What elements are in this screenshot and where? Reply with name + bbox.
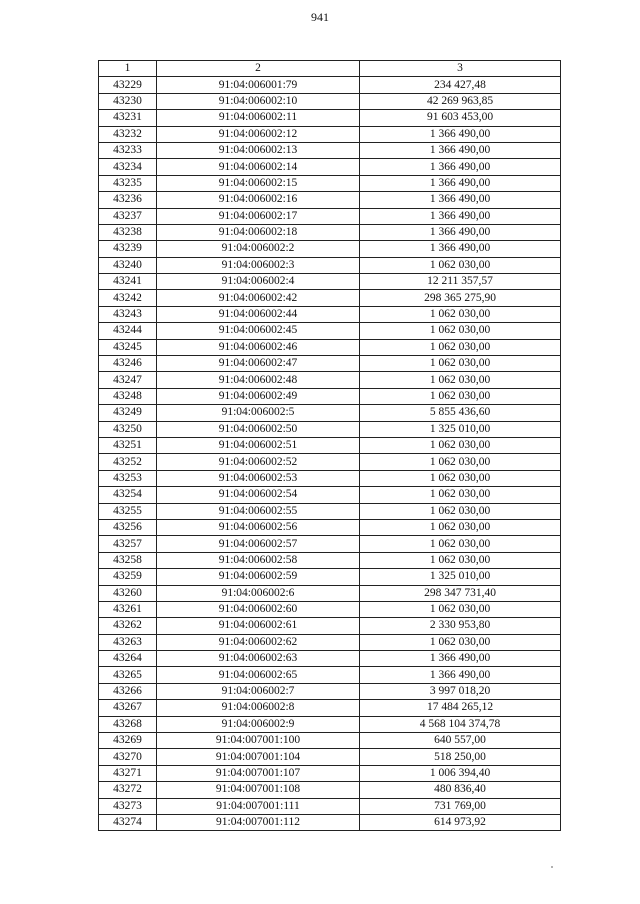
- cadastral-number-cell: 91:04:006002:54: [157, 487, 360, 503]
- row-number-cell: 43264: [99, 651, 157, 667]
- value-cell: 17 484 265,12: [360, 700, 561, 716]
- cadastral-number-cell: 91:04:006002:49: [157, 388, 360, 404]
- value-cell: 1 366 490,00: [360, 142, 561, 158]
- row-number-cell: 43234: [99, 159, 157, 175]
- value-cell: 480 836,40: [360, 782, 561, 798]
- cadastral-number-cell: 91:04:006002:44: [157, 306, 360, 322]
- row-number-cell: 43251: [99, 437, 157, 453]
- value-cell: 5 855 436,60: [360, 405, 561, 421]
- table-row: [99, 814, 561, 830]
- cadastral-number-cell: 91:04:006002:50: [157, 421, 360, 437]
- table-row: [99, 782, 561, 798]
- value-cell: 1 062 030,00: [360, 372, 561, 388]
- cadastral-number-cell: 91:04:006002:13: [157, 142, 360, 158]
- cadastral-number-cell: 91:04:007001:104: [157, 749, 360, 765]
- table-row: [99, 470, 561, 486]
- table-row: [99, 749, 561, 765]
- row-number-cell: 43241: [99, 274, 157, 290]
- row-number-cell: 43257: [99, 536, 157, 552]
- table-row: [99, 634, 561, 650]
- row-number-cell: 43262: [99, 618, 157, 634]
- table-row: [99, 519, 561, 535]
- table-row: [99, 192, 561, 208]
- value-cell: 1 062 030,00: [360, 536, 561, 552]
- value-cell: 1 062 030,00: [360, 323, 561, 339]
- row-number-cell: 43235: [99, 175, 157, 191]
- cadastral-number-cell: 91:04:007001:112: [157, 814, 360, 830]
- value-cell: 1 062 030,00: [360, 487, 561, 503]
- row-number-cell: 43249: [99, 405, 157, 421]
- value-cell: 1 062 030,00: [360, 437, 561, 453]
- row-number-cell: 43261: [99, 601, 157, 617]
- row-number-cell: 43250: [99, 421, 157, 437]
- table-header: [99, 61, 561, 77]
- row-number-cell: 43244: [99, 323, 157, 339]
- cadastral-number-cell: 91:04:006002:46: [157, 339, 360, 355]
- table-row: [99, 274, 561, 290]
- cadastral-number-cell: 91:04:006002:53: [157, 470, 360, 486]
- value-cell: 42 269 963,85: [360, 93, 561, 109]
- value-cell: 12 211 357,57: [360, 274, 561, 290]
- row-number-cell: 43255: [99, 503, 157, 519]
- value-cell: 614 973,92: [360, 814, 561, 830]
- table-row: [99, 601, 561, 617]
- value-cell: 1 062 030,00: [360, 339, 561, 355]
- row-number-cell: 43253: [99, 470, 157, 486]
- cadastral-number-cell: 91:04:006002:58: [157, 552, 360, 568]
- header-col-3: 3: [360, 61, 561, 77]
- table-row: [99, 765, 561, 781]
- page-number: 941: [311, 10, 329, 24]
- row-number-cell: 43233: [99, 142, 157, 158]
- value-cell: 1 366 490,00: [360, 159, 561, 175]
- row-number-cell: 43237: [99, 208, 157, 224]
- row-number-cell: 43269: [99, 733, 157, 749]
- value-cell: 4 568 104 374,78: [360, 716, 561, 732]
- row-number-cell: 43267: [99, 700, 157, 716]
- value-cell: 640 557,00: [360, 733, 561, 749]
- table-row: [99, 126, 561, 142]
- row-number-cell: 43252: [99, 454, 157, 470]
- cadastral-number-cell: 91:04:006002:63: [157, 651, 360, 667]
- cadastral-number-cell: 91:04:006002:16: [157, 192, 360, 208]
- table-row: [99, 683, 561, 699]
- cadastral-number-cell: 91:04:006002:60: [157, 601, 360, 617]
- cadastral-number-cell: 91:04:006002:7: [157, 683, 360, 699]
- table-row: [99, 93, 561, 109]
- row-number-cell: 43231: [99, 110, 157, 126]
- value-cell: 1 325 010,00: [360, 569, 561, 585]
- scan-speck: [551, 866, 553, 868]
- table-body: [99, 77, 561, 831]
- cadastral-number-cell: 91:04:006001:79: [157, 77, 360, 93]
- cadastral-number-cell: 91:04:007001:108: [157, 782, 360, 798]
- table-row: [99, 290, 561, 306]
- table-row: [99, 339, 561, 355]
- row-number-cell: 43263: [99, 634, 157, 650]
- cadastral-number-cell: 91:04:006002:61: [157, 618, 360, 634]
- cadastral-number-cell: 91:04:007001:111: [157, 798, 360, 814]
- table-row: [99, 503, 561, 519]
- table-row: [99, 405, 561, 421]
- value-cell: 1 062 030,00: [360, 470, 561, 486]
- table-row: [99, 257, 561, 273]
- row-number-cell: 43258: [99, 552, 157, 568]
- value-cell: 1 366 490,00: [360, 126, 561, 142]
- row-number-cell: 43274: [99, 814, 157, 830]
- value-cell: 1 325 010,00: [360, 421, 561, 437]
- cadastral-number-cell: 91:04:006002:59: [157, 569, 360, 585]
- value-cell: 1 366 490,00: [360, 175, 561, 191]
- cadastral-number-cell: 91:04:006002:15: [157, 175, 360, 191]
- cadastral-number-cell: 91:04:006002:55: [157, 503, 360, 519]
- value-cell: 3 997 018,20: [360, 683, 561, 699]
- cadastral-number-cell: 91:04:006002:18: [157, 224, 360, 240]
- row-number-cell: 43232: [99, 126, 157, 142]
- value-cell: 298 347 731,40: [360, 585, 561, 601]
- value-cell: 518 250,00: [360, 749, 561, 765]
- cadastral-number-cell: 91:04:006002:48: [157, 372, 360, 388]
- table-row: [99, 77, 561, 93]
- row-number-cell: 43247: [99, 372, 157, 388]
- table-row: [99, 356, 561, 372]
- cadastral-number-cell: 91:04:006002:9: [157, 716, 360, 732]
- row-number-cell: 43266: [99, 683, 157, 699]
- cadastral-number-cell: 91:04:006002:3: [157, 257, 360, 273]
- row-number-cell: 43260: [99, 585, 157, 601]
- registry-table: [98, 60, 561, 831]
- row-number-cell: 43265: [99, 667, 157, 683]
- value-cell: 1 366 490,00: [360, 667, 561, 683]
- cadastral-number-cell: 91:04:006002:5: [157, 405, 360, 421]
- cadastral-number-cell: 91:04:007001:107: [157, 765, 360, 781]
- table-row: [99, 388, 561, 404]
- table-row: [99, 569, 561, 585]
- cadastral-number-cell: 91:04:006002:10: [157, 93, 360, 109]
- cadastral-number-cell: 91:04:006002:17: [157, 208, 360, 224]
- row-number-cell: 43242: [99, 290, 157, 306]
- cadastral-number-cell: 91:04:006002:4: [157, 274, 360, 290]
- cadastral-number-cell: 91:04:006002:6: [157, 585, 360, 601]
- value-cell: 731 769,00: [360, 798, 561, 814]
- row-number-cell: 43236: [99, 192, 157, 208]
- value-cell: 1 062 030,00: [360, 257, 561, 273]
- cadastral-number-cell: 91:04:006002:11: [157, 110, 360, 126]
- table-row: [99, 618, 561, 634]
- row-number-cell: 43254: [99, 487, 157, 503]
- value-cell: 1 366 490,00: [360, 241, 561, 257]
- table-row: [99, 487, 561, 503]
- table-row: [99, 208, 561, 224]
- row-number-cell: 43240: [99, 257, 157, 273]
- value-cell: 234 427,48: [360, 77, 561, 93]
- header-col-1: 1: [99, 61, 157, 77]
- table-row: [99, 454, 561, 470]
- value-cell: 1 062 030,00: [360, 519, 561, 535]
- value-cell: 1 006 394,40: [360, 765, 561, 781]
- value-cell: 1 366 490,00: [360, 208, 561, 224]
- header-col-2: 2: [157, 61, 360, 77]
- value-cell: 1 366 490,00: [360, 192, 561, 208]
- cadastral-number-cell: 91:04:006002:14: [157, 159, 360, 175]
- table-row: [99, 585, 561, 601]
- row-number-cell: 43239: [99, 241, 157, 257]
- cadastral-number-cell: 91:04:006002:65: [157, 667, 360, 683]
- table-row: [99, 175, 561, 191]
- row-number-cell: 43271: [99, 765, 157, 781]
- table-row: [99, 224, 561, 240]
- table-row: [99, 142, 561, 158]
- value-cell: 1 366 490,00: [360, 651, 561, 667]
- table-row: [99, 552, 561, 568]
- cadastral-number-cell: 91:04:006002:2: [157, 241, 360, 257]
- table-row: [99, 716, 561, 732]
- cadastral-number-cell: 91:04:006002:62: [157, 634, 360, 650]
- cadastral-number-cell: 91:04:006002:51: [157, 437, 360, 453]
- table-row: [99, 536, 561, 552]
- row-number-cell: 43243: [99, 306, 157, 322]
- table-row: [99, 700, 561, 716]
- cadastral-number-cell: 91:04:006002:47: [157, 356, 360, 372]
- value-cell: 2 330 953,80: [360, 618, 561, 634]
- cadastral-number-cell: 91:04:006002:8: [157, 700, 360, 716]
- table-row: [99, 372, 561, 388]
- row-number-cell: 43270: [99, 749, 157, 765]
- table-row: [99, 159, 561, 175]
- row-number-cell: 43248: [99, 388, 157, 404]
- table-row: [99, 667, 561, 683]
- value-cell: 298 365 275,90: [360, 290, 561, 306]
- table-row: [99, 241, 561, 257]
- value-cell: 1 062 030,00: [360, 356, 561, 372]
- header-row: [99, 61, 561, 77]
- row-number-cell: 43229: [99, 77, 157, 93]
- value-cell: 1 062 030,00: [360, 306, 561, 322]
- row-number-cell: 43230: [99, 93, 157, 109]
- row-number-cell: 43272: [99, 782, 157, 798]
- value-cell: 1 062 030,00: [360, 552, 561, 568]
- cadastral-number-cell: 91:04:006002:12: [157, 126, 360, 142]
- value-cell: 1 062 030,00: [360, 601, 561, 617]
- table-row: [99, 437, 561, 453]
- cadastral-number-cell: 91:04:006002:52: [157, 454, 360, 470]
- cadastral-number-cell: 91:04:006002:42: [157, 290, 360, 306]
- value-cell: 1 062 030,00: [360, 634, 561, 650]
- row-number-cell: 43238: [99, 224, 157, 240]
- table-row: [99, 421, 561, 437]
- row-number-cell: 43246: [99, 356, 157, 372]
- value-cell: 1 062 030,00: [360, 454, 561, 470]
- cadastral-number-cell: 91:04:006002:56: [157, 519, 360, 535]
- row-number-cell: 43273: [99, 798, 157, 814]
- row-number-cell: 43245: [99, 339, 157, 355]
- value-cell: 91 603 453,00: [360, 110, 561, 126]
- value-cell: 1 062 030,00: [360, 503, 561, 519]
- row-number-cell: 43268: [99, 716, 157, 732]
- cadastral-number-cell: 91:04:006002:45: [157, 323, 360, 339]
- row-number-cell: 43259: [99, 569, 157, 585]
- table-row: [99, 733, 561, 749]
- row-number-cell: 43256: [99, 519, 157, 535]
- table-row: [99, 651, 561, 667]
- value-cell: 1 062 030,00: [360, 388, 561, 404]
- cadastral-number-cell: 91:04:006002:57: [157, 536, 360, 552]
- cadastral-number-cell: 91:04:007001:100: [157, 733, 360, 749]
- table-row: [99, 306, 561, 322]
- table-row: [99, 798, 561, 814]
- table-row: [99, 110, 561, 126]
- value-cell: 1 366 490,00: [360, 224, 561, 240]
- table-row: [99, 323, 561, 339]
